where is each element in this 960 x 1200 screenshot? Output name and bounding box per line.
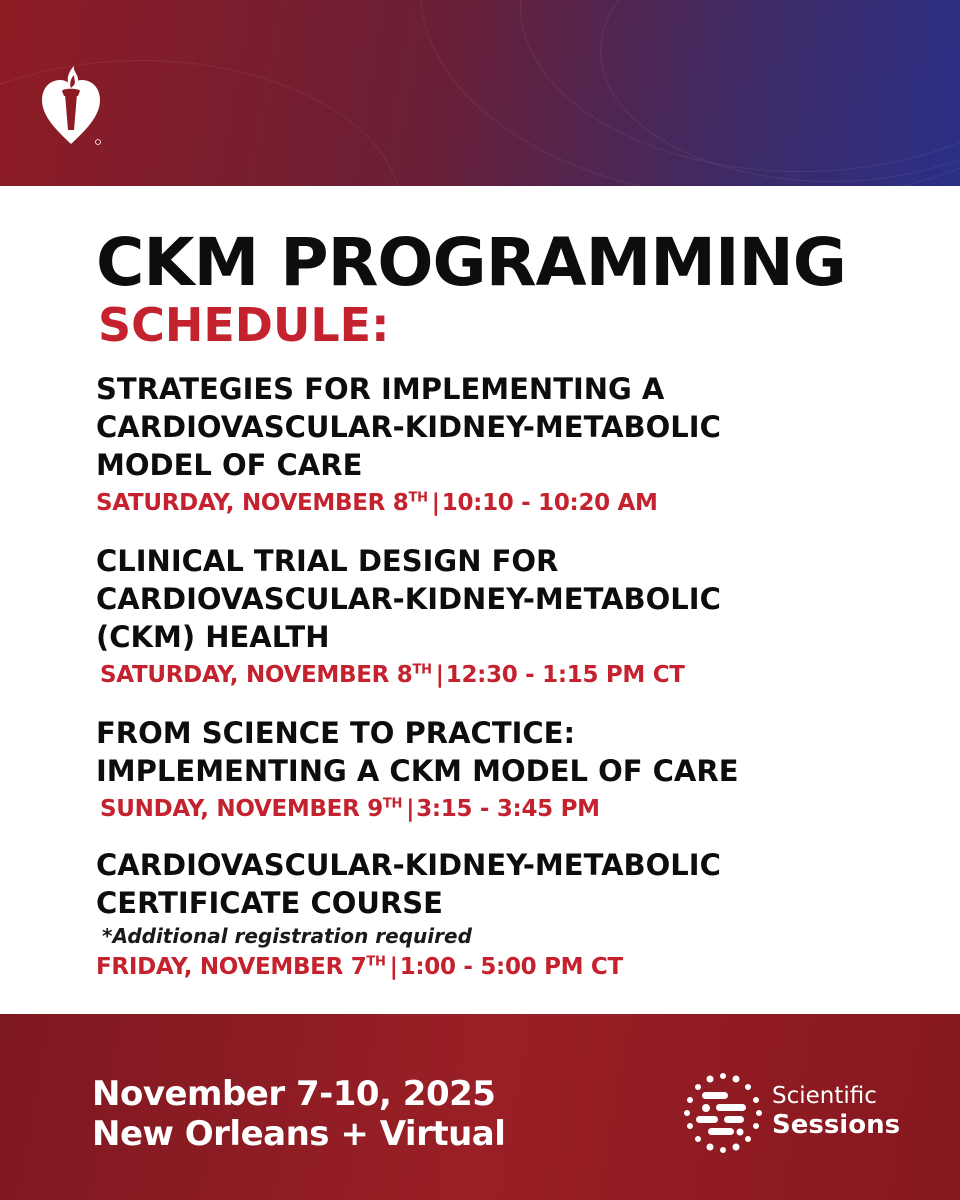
registration-note: *Additional registration required	[102, 924, 472, 948]
schedule-heading: SCHEDULE:	[98, 298, 390, 352]
session-time	[96, 662, 721, 688]
session-day: SUNDAY, NOVEMBER 9	[100, 796, 383, 822]
session-item	[96, 846, 721, 980]
footer-band	[0, 1014, 960, 1200]
session-title-line: STRATEGIES FOR IMPLEMENTING A	[96, 372, 665, 406]
session-day: SATURDAY, NOVEMBER 8	[96, 490, 409, 516]
session-day-ordinal: TH	[366, 954, 386, 970]
session-title-line: CERTIFICATE COURSE	[96, 886, 443, 920]
time-separator: |	[431, 490, 440, 516]
session-title-line: CARDIOVASCULAR-KIDNEY-METABOLIC	[96, 582, 721, 616]
session-day-ordinal: TH	[412, 662, 432, 678]
session-title-line: CARDIOVASCULAR-KIDNEY-METABOLIC	[96, 410, 721, 444]
time-separator: |	[389, 954, 398, 980]
session-title-line: IMPLEMENTING A CKM MODEL OF CARE	[96, 754, 739, 788]
session-hours: 3:15 - 3:45 PM	[416, 796, 600, 822]
session-title-line: CARDIOVASCULAR-KIDNEY-METABOLIC	[96, 848, 721, 882]
time-separator: |	[435, 662, 444, 688]
brand-line-1: Scientific	[772, 1083, 877, 1109]
session-title-line: MODEL OF CARE	[96, 448, 363, 482]
session-day-ordinal: TH	[408, 490, 428, 506]
session-time	[96, 954, 721, 980]
header-band	[0, 0, 960, 186]
session-title-line: FROM SCIENCE TO PRACTICE:	[96, 716, 576, 750]
event-dates: November 7-10, 2025	[92, 1074, 496, 1114]
session-day: SATURDAY, NOVEMBER 8	[100, 662, 413, 688]
session-item	[96, 370, 721, 516]
session-title-line: CLINICAL TRIAL DESIGN FOR	[96, 544, 559, 578]
heart-torch-icon	[38, 58, 104, 148]
session-day-ordinal: TH	[382, 796, 403, 812]
time-separator: |	[406, 796, 415, 822]
session-item	[96, 714, 739, 822]
session-hours: 10:10 - 10:20 AM	[441, 490, 658, 516]
session-day: FRIDAY, NOVEMBER 7	[96, 954, 367, 980]
session-time	[96, 490, 721, 516]
dotted-globe-icon	[680, 1070, 766, 1156]
session-hours: 1:00 - 5:00 PM CT	[399, 954, 623, 980]
event-location: New Orleans + Virtual	[92, 1114, 506, 1154]
page-title: CKM PROGRAMMING	[96, 224, 846, 301]
schedule-panel	[0, 186, 960, 1014]
session-hours: 12:30 - 1:15 PM CT	[445, 662, 685, 688]
session-item	[96, 542, 721, 688]
session-title-line: (CKM) HEALTH	[96, 620, 330, 654]
brand-line-2: Sessions	[772, 1110, 901, 1140]
session-time	[96, 796, 739, 822]
